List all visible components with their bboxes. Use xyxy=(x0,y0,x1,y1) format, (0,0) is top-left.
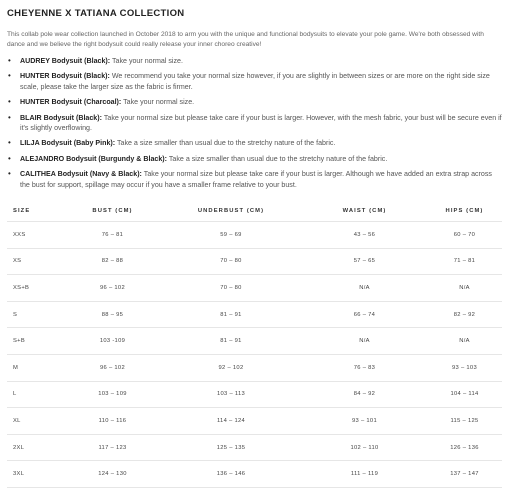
size-cell: XS+B xyxy=(7,275,65,302)
product-name: HUNTER Bodysuit (Black): xyxy=(20,72,110,81)
column-header-underbust: UNDERBUST (CM) xyxy=(160,200,302,222)
product-fit-item xyxy=(7,56,502,66)
bust-cell: 88 – 95 xyxy=(65,301,160,328)
product-name: BLAIR Bodysuit (Black): xyxy=(20,113,102,122)
fit-note: Take a size smaller than usual due to the stretchy nature of the fabric. xyxy=(116,139,336,148)
underbust-cell: 70 – 80 xyxy=(160,248,302,275)
fit-note: Take your normal size but please take care if your bust is larger. Although we have added an extra strap across the bust for support, spillage may occur if you have a smaller frame relative to your bust. xyxy=(20,170,492,189)
hips-cell: 93 – 103 xyxy=(427,355,502,382)
underbust-cell: 59 – 69 xyxy=(160,222,302,249)
bullet-icon: • xyxy=(8,153,11,163)
waist-cell: 66 – 74 xyxy=(302,301,427,328)
waist-cell: 93 – 101 xyxy=(302,408,427,435)
size-cell: L xyxy=(7,381,65,408)
size-cell: 2XL xyxy=(7,434,65,461)
table-row xyxy=(7,248,502,275)
product-name: AUDREY Bodysuit (Black): xyxy=(20,57,111,65)
underbust-cell: 81 – 91 xyxy=(160,301,302,328)
table-row xyxy=(7,355,502,382)
hips-cell: 82 – 92 xyxy=(427,301,502,328)
fit-note: Take your normal size but please take care if your bust is larger. However, with the mesh fabric, your bust will be secure even if it's slightly overflowing. xyxy=(20,113,502,133)
bullet-icon: • xyxy=(8,97,11,107)
hips-cell: 115 – 125 xyxy=(427,408,502,435)
size-cell: M xyxy=(7,355,65,382)
product-fit-item xyxy=(7,71,502,92)
underbust-cell: 125 – 135 xyxy=(160,434,302,461)
underbust-cell: 92 – 102 xyxy=(160,355,302,382)
table-row xyxy=(7,275,502,302)
product-fit-item xyxy=(7,113,502,134)
hips-cell: 126 – 136 xyxy=(427,434,502,461)
hips-cell: N/A xyxy=(427,275,502,302)
underbust-cell: 70 – 80 xyxy=(160,275,302,302)
size-cell: 3XL xyxy=(7,461,65,488)
table-row xyxy=(7,328,502,355)
bust-cell: 96 – 102 xyxy=(65,275,160,302)
waist-cell: N/A xyxy=(302,275,427,302)
size-cell: XS xyxy=(7,248,65,275)
waist-cell: 111 – 119 xyxy=(302,461,427,488)
bust-cell: 82 – 88 xyxy=(65,248,160,275)
table-header-row xyxy=(7,200,502,222)
size-cell: XL xyxy=(7,408,65,435)
column-header-bust: BUST (CM) xyxy=(65,200,160,222)
product-name: ALEJANDRO Bodysuit (Burgundy & Black): xyxy=(20,154,168,163)
table-row xyxy=(7,222,502,249)
column-header-waist: WAIST (CM) xyxy=(302,200,427,222)
underbust-cell: 136 – 146 xyxy=(160,461,302,488)
waist-cell: N/A xyxy=(302,328,427,355)
table-row xyxy=(7,408,502,435)
hips-cell: N/A xyxy=(427,328,502,355)
table-row xyxy=(7,301,502,328)
table-row xyxy=(7,461,502,488)
bust-cell: 76 – 81 xyxy=(65,222,160,249)
waist-cell: 57 – 65 xyxy=(302,248,427,275)
underbust-cell: 114 – 124 xyxy=(160,408,302,435)
intro-paragraph: This collab pole wear collection launched in October 2018 to arm you with the unique and functional bodysuits to elevate your pole game. We're both obsessed with dance and we believe the right bodysuit could really release your inner choreo creative! xyxy=(7,31,484,48)
size-cell: XXS xyxy=(7,222,65,249)
bullet-icon: • xyxy=(8,112,11,122)
hips-cell: 104 – 114 xyxy=(427,381,502,408)
size-chart-table xyxy=(7,200,502,488)
waist-cell: 43 – 56 xyxy=(302,222,427,249)
bust-cell: 117 – 123 xyxy=(65,434,160,461)
underbust-cell: 81 – 91 xyxy=(160,328,302,355)
product-fit-item xyxy=(7,97,502,107)
bust-cell: 110 – 116 xyxy=(65,408,160,435)
hips-cell: 137 – 147 xyxy=(427,461,502,488)
size-cell: S xyxy=(7,301,65,328)
fit-note: Take a size smaller than usual due to the stretchy nature of the fabric. xyxy=(168,154,388,163)
underbust-cell: 103 – 113 xyxy=(160,381,302,408)
bullet-icon: • xyxy=(8,138,11,148)
product-fit-list xyxy=(7,56,502,190)
column-header-hips: HIPS (CM) xyxy=(427,200,502,222)
hips-cell: 60 – 70 xyxy=(427,222,502,249)
bullet-icon: • xyxy=(8,56,11,65)
fit-note: Take your normal size. xyxy=(123,98,195,107)
page-title: CHEYENNE X TATIANA COLLECTION xyxy=(7,8,185,19)
waist-cell: 102 – 110 xyxy=(302,434,427,461)
fit-note: Take your normal size. xyxy=(111,57,183,65)
product-fit-item xyxy=(7,169,502,190)
bust-cell: 96 – 102 xyxy=(65,355,160,382)
bullet-icon: • xyxy=(8,169,11,179)
product-name: HUNTER Bodysuit (Charcoal): xyxy=(20,98,122,107)
table-row xyxy=(7,381,502,408)
product-name: LILJA Bodysuit (Baby Pink): xyxy=(20,139,116,148)
hips-cell: 71 – 81 xyxy=(427,248,502,275)
bust-cell: 103 – 109 xyxy=(65,381,160,408)
product-fit-item xyxy=(7,154,502,164)
fit-note: We recommend you take your normal size however, if you are slightly in between sizes or are more on the right side size scale, please take the larger size as the fabric is firmer. xyxy=(20,72,490,91)
product-fit-item xyxy=(7,138,502,148)
bullet-icon: • xyxy=(8,71,11,81)
product-name: CALITHEA Bodysuit (Navy & Black): xyxy=(20,170,142,179)
bust-cell: 124 – 130 xyxy=(65,461,160,488)
bust-cell: 103 -109 xyxy=(65,328,160,355)
table-row xyxy=(7,434,502,461)
waist-cell: 76 – 83 xyxy=(302,355,427,382)
size-cell: S+B xyxy=(7,328,65,355)
column-header-size: SIZE xyxy=(7,200,65,222)
waist-cell: 84 – 92 xyxy=(302,381,427,408)
